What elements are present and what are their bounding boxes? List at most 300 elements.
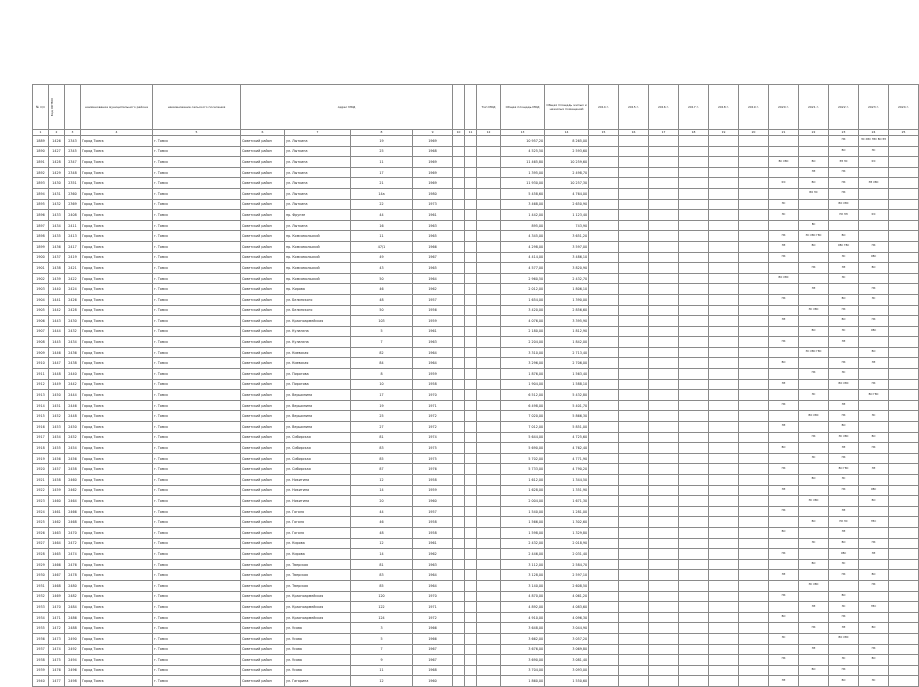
cell-s2: 2 706,00 bbox=[545, 358, 589, 369]
cell-city: Город Томск bbox=[81, 294, 153, 305]
cell-empty bbox=[679, 188, 709, 199]
cell-empty bbox=[465, 210, 477, 221]
cell-s2: 2 498,70 bbox=[545, 167, 589, 178]
cell-empty bbox=[453, 655, 465, 666]
header-cell bbox=[49, 85, 65, 130]
cell-id: 1471 bbox=[49, 612, 65, 623]
cell-empty bbox=[739, 263, 769, 274]
cell-empty bbox=[619, 411, 649, 422]
cell-house: 44 bbox=[351, 506, 413, 517]
cell-house: 19 bbox=[351, 136, 413, 147]
cell-empty bbox=[453, 432, 465, 443]
cell-empty bbox=[465, 369, 477, 380]
cell-empty bbox=[709, 252, 739, 263]
cell-area: Советский район bbox=[241, 337, 285, 348]
cell-city: Город Томск bbox=[81, 146, 153, 157]
cell-w4: ВО bbox=[859, 347, 889, 358]
cell-empty bbox=[465, 570, 477, 581]
cell-code: 2421 bbox=[65, 263, 81, 274]
cell-empty bbox=[889, 496, 919, 507]
cell-n: 1915 bbox=[33, 411, 49, 422]
cell-w2 bbox=[799, 273, 829, 284]
cell-empty bbox=[709, 273, 739, 284]
cell-empty bbox=[739, 665, 769, 676]
cell-town: г. Томск bbox=[153, 273, 241, 284]
cell-id: 1441 bbox=[49, 294, 65, 305]
column-number-cell: 17 bbox=[649, 130, 679, 136]
cell-empty bbox=[619, 241, 649, 252]
cell-s1: 2 960,50 bbox=[501, 273, 545, 284]
cell-city: Город Томск bbox=[81, 549, 153, 560]
cell-s1: 2 432,00 bbox=[501, 538, 545, 549]
cell-area: Советский район bbox=[241, 316, 285, 327]
table-row bbox=[33, 432, 919, 443]
cell-empty bbox=[889, 379, 919, 390]
cell-empty bbox=[709, 231, 739, 242]
cell-s1: 1 395,00 bbox=[501, 167, 545, 178]
cell-area: Советский район bbox=[241, 263, 285, 274]
table-row bbox=[33, 379, 919, 390]
cell-empty bbox=[709, 580, 739, 591]
cell-w2: ПК bbox=[799, 263, 829, 274]
cell-empty bbox=[477, 517, 501, 528]
table-row bbox=[33, 400, 919, 411]
cell-code: 2422 bbox=[65, 273, 81, 284]
cell-empty bbox=[477, 591, 501, 602]
cell-n: 1905 bbox=[33, 305, 49, 316]
cell-empty bbox=[589, 199, 619, 210]
cell-empty bbox=[477, 305, 501, 316]
cell-n: 1930 bbox=[33, 570, 49, 581]
cell-empty bbox=[453, 273, 465, 284]
cell-house: 81 bbox=[351, 559, 413, 570]
cell-empty bbox=[679, 527, 709, 538]
cell-empty bbox=[589, 538, 619, 549]
cell-n: 1922 bbox=[33, 485, 49, 496]
cell-w4 bbox=[859, 167, 889, 178]
cell-area: Советский район bbox=[241, 167, 285, 178]
cell-w4: ЭЭ ХВС bbox=[859, 178, 889, 189]
cell-empty bbox=[477, 178, 501, 189]
cell-empty bbox=[649, 591, 679, 602]
cell-w1 bbox=[769, 326, 799, 337]
cell-empty bbox=[649, 623, 679, 634]
cell-year: 1965 bbox=[413, 231, 453, 242]
cell-empty bbox=[453, 390, 465, 401]
cell-w4: ВО bbox=[859, 496, 889, 507]
cell-code: 2426 bbox=[65, 294, 81, 305]
cell-year: 1961 bbox=[413, 538, 453, 549]
cell-w3: ЭЭ bbox=[829, 623, 859, 634]
cell-w4 bbox=[859, 305, 889, 316]
cell-empty bbox=[679, 443, 709, 454]
cell-code: 2442 bbox=[65, 379, 81, 390]
cell-empty bbox=[619, 527, 649, 538]
cell-empty bbox=[649, 241, 679, 252]
cell-w1 bbox=[769, 623, 799, 634]
cell-street: ул. Лыткина bbox=[285, 136, 351, 147]
cell-w3 bbox=[829, 496, 859, 507]
cell-id: 1475 bbox=[49, 655, 65, 666]
cell-empty bbox=[649, 400, 679, 411]
cell-empty bbox=[739, 294, 769, 305]
table-row bbox=[33, 485, 919, 496]
cell-s2: 1 351,90 bbox=[545, 485, 589, 496]
cell-empty bbox=[453, 337, 465, 348]
cell-empty bbox=[619, 178, 649, 189]
cell-year: 1964 bbox=[413, 347, 453, 358]
cell-empty bbox=[465, 347, 477, 358]
cell-empty bbox=[889, 602, 919, 613]
cell-town: г. Томск bbox=[153, 591, 241, 602]
cell-empty bbox=[465, 199, 477, 210]
cell-house: 44 bbox=[351, 210, 413, 221]
cell-town: г. Томск bbox=[153, 665, 241, 676]
column-number-cell: 14 bbox=[545, 130, 589, 136]
cell-empty bbox=[889, 676, 919, 687]
cell-n: 1906 bbox=[33, 316, 49, 327]
cell-w4: ЭС bbox=[859, 411, 889, 422]
cell-w1: ВО ХВС bbox=[769, 273, 799, 284]
cell-street: ул. Киевская bbox=[285, 347, 351, 358]
cell-house: 81 bbox=[351, 432, 413, 443]
cell-city: Город Томск bbox=[81, 655, 153, 666]
cell-w3: ВО ГВС bbox=[829, 464, 859, 475]
cell-empty bbox=[619, 506, 649, 517]
header-cell: 2019 г. bbox=[739, 85, 769, 130]
cell-empty bbox=[679, 157, 709, 168]
cell-empty bbox=[649, 496, 679, 507]
cell-s1: 1 442,00 bbox=[501, 210, 545, 221]
cell-house: 9 bbox=[351, 655, 413, 666]
cell-city: Город Томск bbox=[81, 475, 153, 486]
cell-empty bbox=[453, 294, 465, 305]
cell-empty bbox=[709, 210, 739, 221]
cell-empty bbox=[709, 347, 739, 358]
cell-s1: 4 870,00 bbox=[501, 591, 545, 602]
cell-w1 bbox=[769, 136, 799, 147]
cell-empty bbox=[465, 432, 477, 443]
cell-area: Советский район bbox=[241, 432, 285, 443]
cell-house: 48 bbox=[351, 294, 413, 305]
cell-empty bbox=[739, 188, 769, 199]
cell-id: 1446 bbox=[49, 347, 65, 358]
cell-empty bbox=[649, 411, 679, 422]
cell-empty bbox=[589, 220, 619, 231]
cell-empty bbox=[465, 263, 477, 274]
cell-empty bbox=[619, 443, 649, 454]
cell-empty bbox=[649, 570, 679, 581]
cell-s1: 3 128,00 bbox=[501, 570, 545, 581]
cell-street: ул. Кирова bbox=[285, 538, 351, 549]
cell-id: 1440 bbox=[49, 284, 65, 295]
cell-empty bbox=[619, 453, 649, 464]
cell-id: 1462 bbox=[49, 517, 65, 528]
cell-empty bbox=[589, 591, 619, 602]
cell-empty bbox=[679, 633, 709, 644]
cell-empty bbox=[679, 146, 709, 157]
cell-n: 1894 bbox=[33, 188, 49, 199]
cell-empty bbox=[889, 453, 919, 464]
cell-empty bbox=[679, 453, 709, 464]
cell-empty bbox=[619, 252, 649, 263]
cell-empty bbox=[889, 390, 919, 401]
cell-city: Город Томск bbox=[81, 326, 153, 337]
cell-year: 1966 bbox=[413, 633, 453, 644]
cell-year: 1972 bbox=[413, 612, 453, 623]
cell-empty bbox=[453, 369, 465, 380]
cell-town: г. Томск bbox=[153, 241, 241, 252]
cell-city: Город Томск bbox=[81, 390, 153, 401]
cell-empty bbox=[477, 655, 501, 666]
cell-code: 2458 bbox=[65, 464, 81, 475]
cell-empty bbox=[739, 655, 769, 666]
cell-w4: ПК bbox=[859, 316, 889, 327]
column-number-cell: 6 bbox=[241, 130, 285, 136]
cell-town: г. Томск bbox=[153, 316, 241, 327]
cell-empty bbox=[889, 369, 919, 380]
cell-w2 bbox=[799, 136, 829, 147]
header-cell bbox=[465, 85, 477, 130]
cell-empty bbox=[679, 199, 709, 210]
cell-empty bbox=[889, 337, 919, 348]
cell-w3: ЭС bbox=[829, 326, 859, 337]
cell-house: 27 bbox=[351, 422, 413, 433]
cell-empty bbox=[619, 220, 649, 231]
cell-empty bbox=[679, 369, 709, 380]
cell-empty bbox=[465, 485, 477, 496]
cell-empty bbox=[453, 475, 465, 486]
cell-w4: ФС bbox=[859, 157, 889, 168]
cell-area: Советский район bbox=[241, 549, 285, 560]
cell-w4: ВО bbox=[859, 263, 889, 274]
cell-id: 1453 bbox=[49, 422, 65, 433]
cell-empty bbox=[465, 655, 477, 666]
cell-empty bbox=[889, 591, 919, 602]
cell-empty bbox=[679, 411, 709, 422]
cell-empty bbox=[619, 485, 649, 496]
cell-year: 1968 bbox=[413, 665, 453, 676]
cell-w3: ЭС bbox=[829, 602, 859, 613]
cell-city: Город Томск bbox=[81, 400, 153, 411]
cell-n: 1901 bbox=[33, 263, 49, 274]
header-cell: 2014 г. bbox=[589, 85, 619, 130]
cell-city: Город Томск bbox=[81, 623, 153, 634]
cell-w3: ЭС ХВС bbox=[829, 432, 859, 443]
cell-empty bbox=[709, 305, 739, 316]
cell-area: Советский район bbox=[241, 538, 285, 549]
cell-w4: ВО bbox=[859, 655, 889, 666]
cell-code: 2470 bbox=[65, 527, 81, 538]
cell-empty bbox=[889, 305, 919, 316]
cell-id: 1443 bbox=[49, 316, 65, 327]
cell-s2: 3 597,00 bbox=[545, 241, 589, 252]
column-number-cell: 4 bbox=[81, 130, 153, 136]
cell-area: Советский район bbox=[241, 485, 285, 496]
cell-s1: 11 465,80 bbox=[501, 157, 545, 168]
cell-empty bbox=[589, 305, 619, 316]
cell-empty bbox=[649, 464, 679, 475]
cell-w2: ЭС ХВС ГВС bbox=[799, 231, 829, 242]
cell-empty bbox=[477, 496, 501, 507]
cell-n: 1935 bbox=[33, 623, 49, 634]
cell-empty bbox=[709, 337, 739, 348]
cell-empty bbox=[453, 220, 465, 231]
cell-street: ул. Кулагина bbox=[285, 337, 351, 348]
cell-area: Советский район bbox=[241, 655, 285, 666]
cell-city: Город Томск bbox=[81, 602, 153, 613]
cell-empty bbox=[589, 549, 619, 560]
table-row bbox=[33, 559, 919, 570]
cell-empty bbox=[477, 464, 501, 475]
cell-w3: ЭС bbox=[829, 655, 859, 666]
cell-house: 83 bbox=[351, 570, 413, 581]
cell-id: 1439 bbox=[49, 273, 65, 284]
cell-empty bbox=[679, 655, 709, 666]
cell-street: ул. Пирогова bbox=[285, 379, 351, 390]
cell-empty bbox=[889, 316, 919, 327]
cell-empty bbox=[889, 157, 919, 168]
cell-empty bbox=[889, 655, 919, 666]
cell-house: 48 bbox=[351, 527, 413, 538]
table-row bbox=[33, 273, 919, 284]
cell-area: Советский район bbox=[241, 305, 285, 316]
cell-n: 1929 bbox=[33, 559, 49, 570]
cell-empty bbox=[739, 358, 769, 369]
cell-id: 1459 bbox=[49, 485, 65, 496]
cell-house: 17 bbox=[351, 167, 413, 178]
cell-city: Город Томск bbox=[81, 422, 153, 433]
cell-town: г. Томск bbox=[153, 411, 241, 422]
cell-empty bbox=[649, 644, 679, 655]
cell-empty bbox=[709, 390, 739, 401]
cell-year: 1970 bbox=[413, 390, 453, 401]
cell-street: пр. Комсомольский bbox=[285, 231, 351, 242]
cell-empty bbox=[649, 252, 679, 263]
cell-empty bbox=[465, 453, 477, 464]
cell-empty bbox=[589, 676, 619, 687]
cell-empty bbox=[619, 644, 649, 655]
cell-empty bbox=[619, 559, 649, 570]
cell-empty bbox=[739, 602, 769, 613]
cell-year: 1969 bbox=[413, 178, 453, 189]
cell-empty bbox=[465, 665, 477, 676]
table-row bbox=[33, 591, 919, 602]
cell-empty bbox=[709, 284, 739, 295]
cell-house: 19 bbox=[351, 400, 413, 411]
cell-empty bbox=[739, 453, 769, 464]
cell-empty bbox=[649, 210, 679, 221]
header-cell: Общая площадь МКД bbox=[501, 85, 545, 130]
cell-empty bbox=[453, 358, 465, 369]
cell-town: г. Томск bbox=[153, 496, 241, 507]
cell-code: 2452 bbox=[65, 432, 81, 443]
cell-w1 bbox=[769, 496, 799, 507]
cell-city: Город Томск bbox=[81, 252, 153, 263]
cell-empty bbox=[465, 623, 477, 634]
cell-empty bbox=[453, 199, 465, 210]
cell-w4: ПК bbox=[859, 241, 889, 252]
cell-area: Советский район bbox=[241, 443, 285, 454]
header-cell: Тип МКД bbox=[477, 85, 501, 130]
cell-empty bbox=[739, 517, 769, 528]
cell-empty bbox=[477, 199, 501, 210]
cell-area: Советский район bbox=[241, 326, 285, 337]
cell-town: г. Томск bbox=[153, 379, 241, 390]
cell-w4: ЭС ХВС ГВС ВО ЭЭ bbox=[859, 136, 889, 147]
table-row bbox=[33, 644, 919, 655]
cell-empty bbox=[465, 358, 477, 369]
cell-area: Советский район bbox=[241, 602, 285, 613]
cell-id: 1469 bbox=[49, 591, 65, 602]
cell-empty bbox=[679, 273, 709, 284]
cell-year: 1958 bbox=[413, 517, 453, 528]
cell-empty bbox=[589, 231, 619, 242]
cell-empty bbox=[589, 485, 619, 496]
cell-s1: 11 930,00 bbox=[501, 178, 545, 189]
cell-code: 2430 bbox=[65, 316, 81, 327]
cell-w3: ПК bbox=[829, 305, 859, 316]
cell-city: Город Томск bbox=[81, 411, 153, 422]
cell-area: Советский район bbox=[241, 188, 285, 199]
cell-house: 5 bbox=[351, 633, 413, 644]
cell-w4: ЭЭ bbox=[859, 358, 889, 369]
cell-area: Советский район bbox=[241, 517, 285, 528]
cell-empty bbox=[477, 210, 501, 221]
cell-empty bbox=[453, 506, 465, 517]
cell-empty bbox=[589, 506, 619, 517]
cell-empty bbox=[477, 284, 501, 295]
cell-empty bbox=[589, 570, 619, 581]
cell-empty bbox=[889, 400, 919, 411]
cell-w4: ЭЭ bbox=[859, 549, 889, 560]
cell-n: 1938 bbox=[33, 655, 49, 666]
cell-w2 bbox=[799, 146, 829, 157]
cell-w1: ПК bbox=[769, 464, 799, 475]
header-cell: 2018 г. bbox=[709, 85, 739, 130]
cell-empty bbox=[619, 612, 649, 623]
cell-town: г. Томск bbox=[153, 347, 241, 358]
cell-town: г. Томск bbox=[153, 305, 241, 316]
cell-year: 1965 bbox=[413, 263, 453, 274]
cell-empty bbox=[619, 305, 649, 316]
column-number-cell: 21 bbox=[769, 130, 799, 136]
cell-w2 bbox=[799, 422, 829, 433]
table-row bbox=[33, 496, 919, 507]
cell-area: Советский район bbox=[241, 157, 285, 168]
column-number-cell: 22 bbox=[799, 130, 829, 136]
cell-house: 50 bbox=[351, 273, 413, 284]
cell-n: 1907 bbox=[33, 326, 49, 337]
cell-area: Советский район bbox=[241, 199, 285, 210]
cell-s1: 5 458,60 bbox=[501, 188, 545, 199]
cell-s2: 1 563,40 bbox=[545, 369, 589, 380]
cell-empty bbox=[619, 655, 649, 666]
cell-code: 2424 bbox=[65, 284, 81, 295]
cell-w4: ЭЭ bbox=[859, 464, 889, 475]
cell-empty bbox=[679, 506, 709, 517]
cell-empty bbox=[679, 549, 709, 560]
cell-empty bbox=[709, 411, 739, 422]
table-row bbox=[33, 358, 919, 369]
cell-empty bbox=[739, 252, 769, 263]
cell-street: ул. Никитина bbox=[285, 485, 351, 496]
cell-empty bbox=[589, 146, 619, 157]
cell-s2: 3 081,40 bbox=[545, 655, 589, 666]
cell-house: 12 bbox=[351, 475, 413, 486]
cell-empty bbox=[453, 347, 465, 358]
cell-empty bbox=[477, 623, 501, 634]
